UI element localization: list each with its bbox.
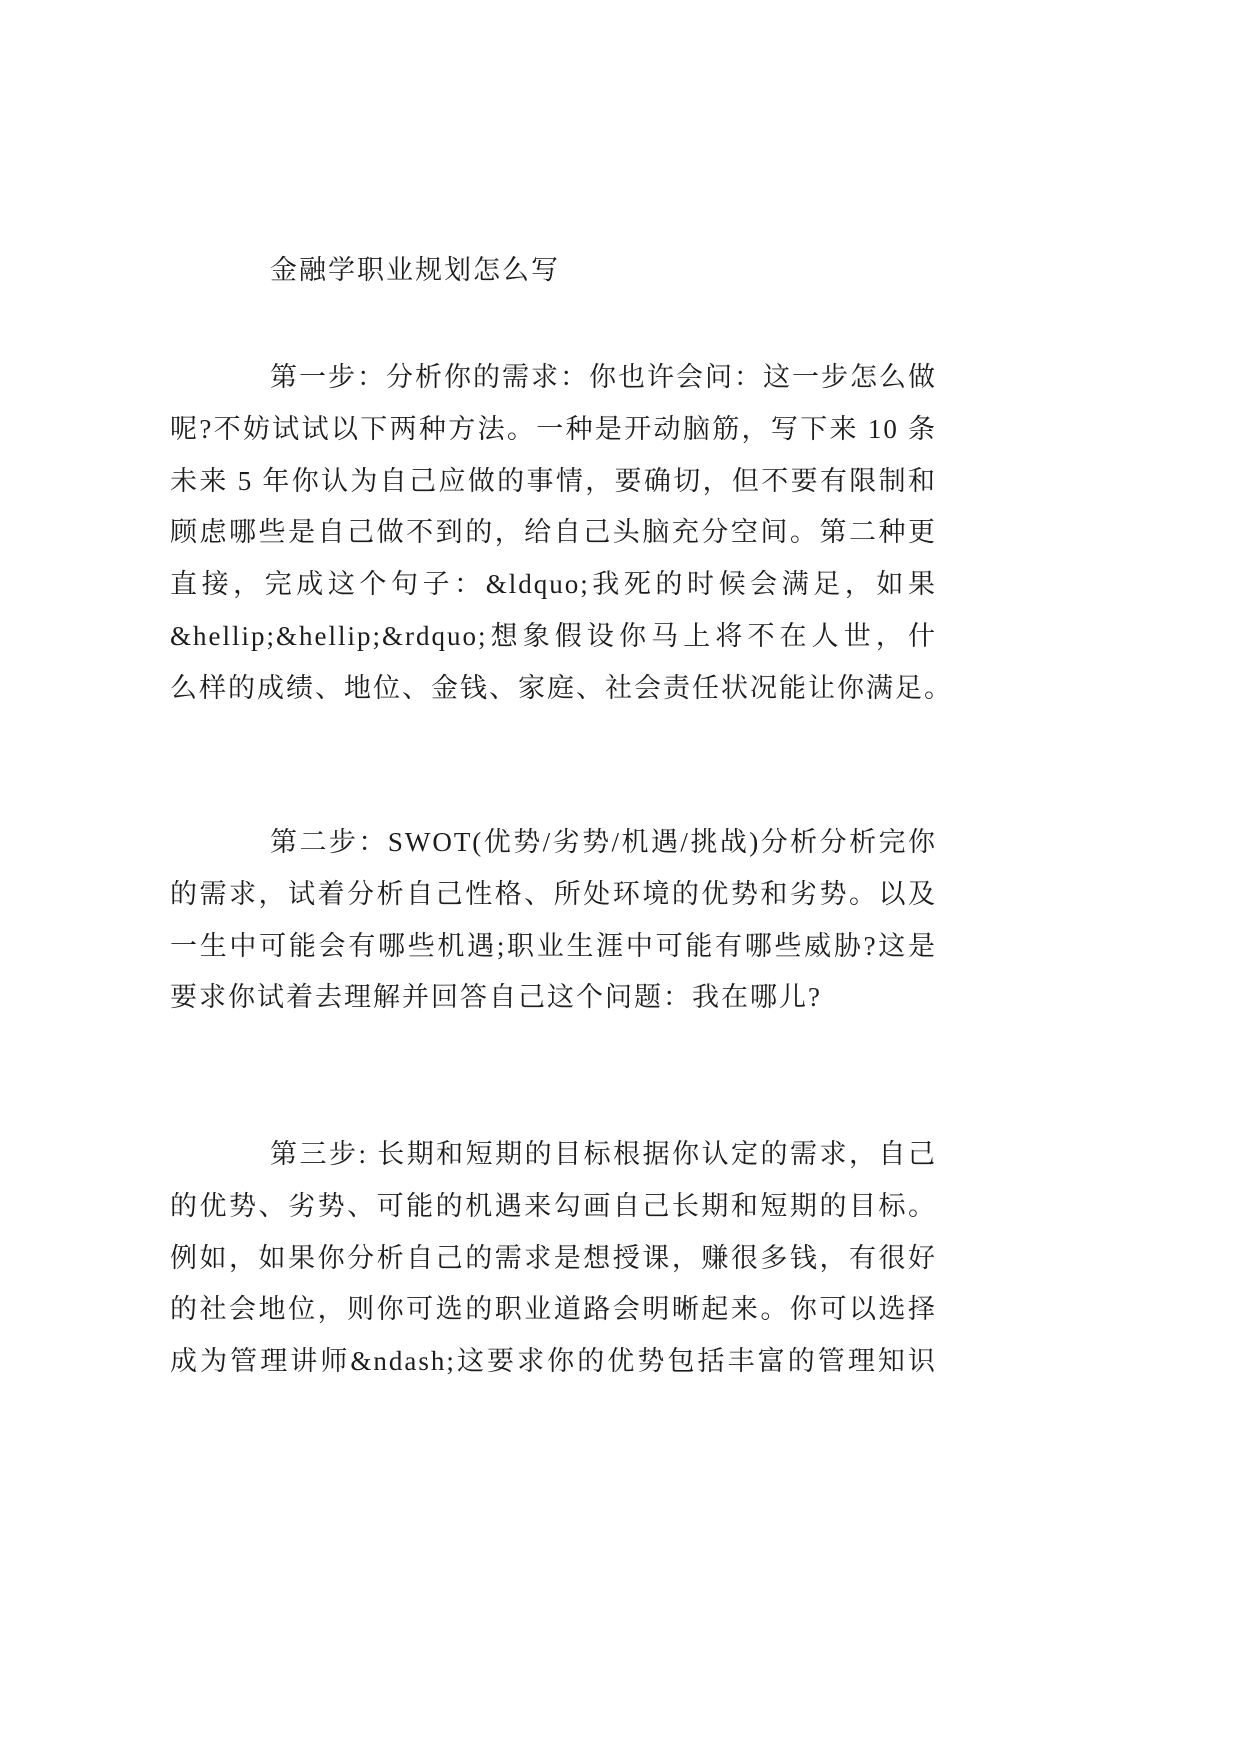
paragraph-line: 第一步：分析你的需求：你也许会问：这一步怎么做 — [270, 362, 937, 392]
paragraph-line: 例如，如果你分析自己的需求是想授课，赚很多钱，有很好 — [170, 1242, 937, 1273]
paragraph-line: 么样的成绩、地位、金钱、家庭、社会责任状况能让你满足。 — [170, 672, 953, 703]
paragraph-line: &hellip;&hellip;&rdquo;想象假设你马上将不在人世，什 — [170, 620, 937, 651]
paragraph-step-2 — [170, 817, 937, 1024]
paragraph-line: 第二步：SWOT(优势/劣势/机遇/挑战)分析分析完你 — [270, 827, 937, 857]
paragraph-line: 顾虑哪些是自己做不到的，给自己头脑充分空间。第二种更 — [170, 517, 937, 548]
paragraph-line: 的优势、劣势、可能的机遇来勾画自己长期和短期的目标。 — [170, 1190, 937, 1221]
paragraph-step-1 — [170, 352, 953, 715]
paragraph-line: 直接，完成这个句子：&ldquo;我死的时候会满足，如果 — [170, 569, 937, 600]
paragraph-line: 要求你试着去理解并回答自己这个问题：我在哪儿? — [170, 982, 822, 1013]
paragraph-line: 呢?不妨试试以下两种方法。一种是开动脑筋，写下来 10 条 — [170, 413, 937, 444]
paragraph-line: 的需求，试着分析自己性格、所处环境的优势和劣势。以及 — [170, 878, 937, 909]
paragraph-line: 未来 5 年你认为自己应做的事情，要确切，但不要有限制和 — [170, 465, 937, 496]
paragraph-line: 成为管理讲师&ndash;这要求你的优势包括丰富的管理知识 — [170, 1346, 937, 1377]
paragraph-step-3 — [170, 1129, 937, 1388]
paragraph-line: 第三步: 长期和短期的目标根据你认定的需求，自己 — [270, 1139, 937, 1169]
paragraph-line: 的社会地位，则你可选的职业道路会明晰起来。你可以选择 — [170, 1294, 937, 1325]
document-title: 金融学职业规划怎么写 — [270, 255, 560, 285]
paragraph-line: 一生中可能会有哪些机遇;职业生涯中可能有哪些威胁?这是 — [170, 930, 937, 961]
